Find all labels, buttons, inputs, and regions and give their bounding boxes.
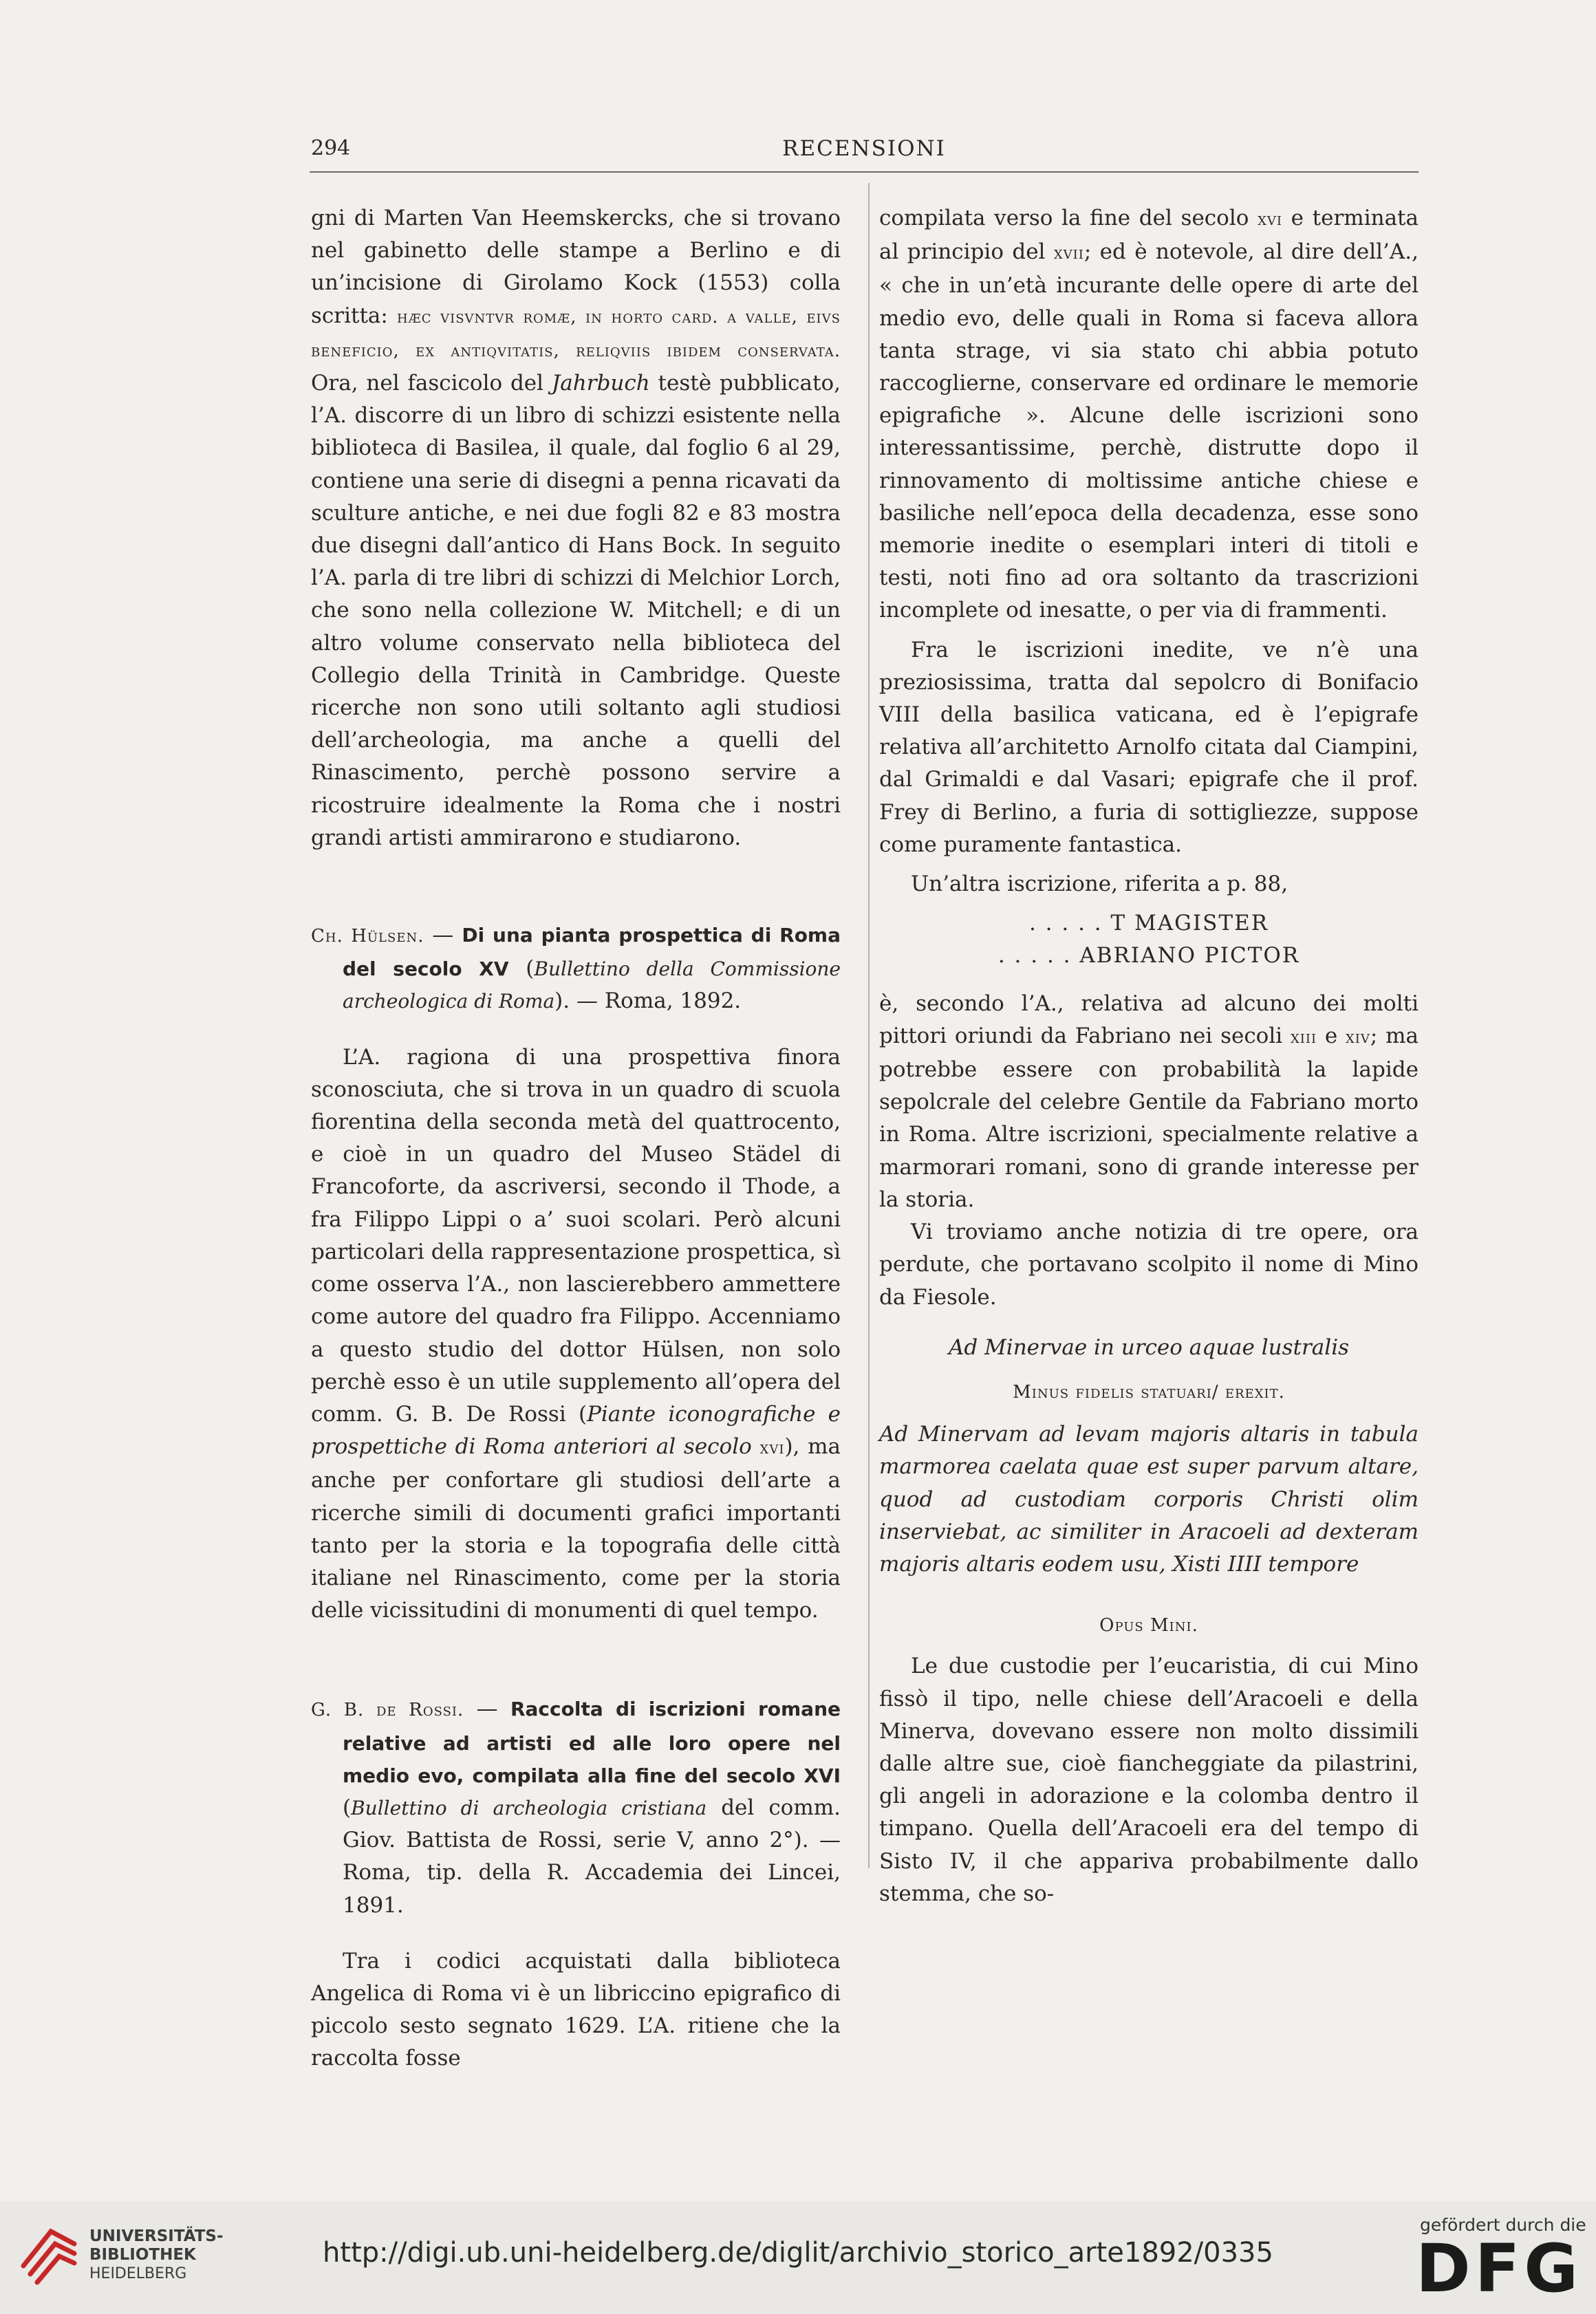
review-heading: Ch. Hülsen. — Di una pianta prospettica di Roma del secolo XV (Bullettino della Commissione archeologica di Roma). — Roma, 1892. (311, 922, 841, 1014)
latin-caps-line: Minus fidelis statuari/ erexit. (1013, 1381, 1285, 1403)
latin-paragraph: Ad Minervam ad levam majoris altaris in tabula marmorea caelata quae est super parvum altare, quod ad custodiam corporis Christi olim inserviebat, ac similiter in Aracoeli ad dexteram majoris altaris eodem usu, Xisti IIII tempore (879, 1422, 1419, 1577)
footer-bar (0, 2201, 1596, 2314)
review-journal: Bullettino di archeologia cristiana (351, 1796, 707, 1819)
paragraph: compilata verso la fine del secolo xvi e terminata al principio del xvii; ed è notevole, al dire dell’A., « che in un’età incurante delle opere di arte del medio evo, delle quali in Roma si faceva allora tanta strage, vi sia stato chi abbia potuto raccoglierne, conservare ed ordinare le memorie epigrafiche ». Alcune delle iscrizioni sono interessantissime, perchè, distrutte dopo il rinnovamento di moltissime antiche chiese e basiliche nell’epoca della decadenza, esse sono memorie inedite o esemplari interi di titoli e testi, noti fino ad ora soltanto da trascrizioni incomplete od inesatte, o per via di frammenti. (879, 206, 1419, 623)
paragraph: Un’altra iscrizione, riferita a p. 88, (911, 872, 1288, 897)
left-column (311, 202, 841, 2075)
paragraph: Le due custodie per l’eucaristia, di cui Mino fissò il tipo, nelle chiese dell’Aracoeli e della Minerva, dovevano essere non molto dissimili dalle altre sue, cioè fiancheggiate da pilastrini, gli angeli in adorazione e la colomba dentro il timpano. Quella dell’Aracoeli era del tempo di Sisto IV, il che appariva probabilmente dallo stemma, che so- (879, 1654, 1419, 1906)
right-column (879, 202, 1419, 1910)
running-title: RECENSIONI (782, 136, 946, 161)
review-title: Raccolta di iscrizioni romane relative ad artisti ed alle loro opere nel medio evo, compilata alla fine del secolo XVI (343, 1698, 841, 1787)
review-journal: Bullettino della Commissione archeologica di Roma (343, 958, 841, 1013)
dfg-logo: DFG (1416, 2230, 1583, 2307)
university-library-name: UNIVERSITÄTS- BIBLIOTHEK HEIDELBERG (89, 2227, 224, 2282)
review-author: Ch. Hülsen. (311, 926, 424, 947)
inscription-line: . . . . . ABRIANO PICTOR (998, 943, 1300, 969)
review-author: G. B. de Rossi. (311, 1700, 464, 1721)
paragraph: è, secondo l’A., relativa ad alcuno dei molti pittori oriundi da Fabriano nei secoli xiii e xiv; ma potrebbe essere con probabilità la lapide sepolcrale del celebre Gentile da Fabriano morto in Roma. Altre iscrizioni, specialmente relative a marmorari romani, sono di grande interesse per la storia. (879, 991, 1419, 1212)
paragraph: Tra i codici acquistati dalla biblioteca Angelica di Roma vi è un libriccino epigrafico di piccolo sesto segnato 1629. L’A. ritiene che la raccolta fosse (311, 1948, 841, 2071)
page-header (311, 136, 1417, 171)
latin-inscription-caps: hæc visvntvr romæ, in horto card. a valle, eivs beneficio, ex antiqvitatis, reliqviis ibidem conservata. (311, 306, 841, 361)
opus-heading: Opus Mini. (1099, 1615, 1198, 1636)
paragraph: Vi troviamo anche notizia di tre opere, ora perdute, che portavano scolpito il nome di Mino da Fiesole. (879, 1220, 1419, 1310)
permalink-url[interactable]: http://digi.ub.uni-heidelberg.de/diglit/archivio_storico_arte1892/0335 (323, 2237, 1273, 2269)
review-heading: G. B. de Rossi. — Raccolta di iscrizioni romane relative ad artisti ed alle loro opere nel medio evo, compilata alla fine del secolo XVI (Bullettino di archeologia cristiana del comm. Giov. Battista de Rossi, serie V, anno 2°). — Roma, tip. della R. Accademia dei Lincei, 1891. (311, 1696, 841, 1918)
latin-heading: Ad Minervae in urceo aquae lustralis (948, 1334, 1350, 1360)
page-number: 294 (311, 136, 351, 160)
review-title: Di una pianta prospettica di Roma del secolo XV (343, 924, 841, 981)
funder-note: gefördert durch die (1420, 2215, 1586, 2235)
paragraph: L’A. ragiona di una prospettiva finora sconosciuta, che si trova in un quadro di scuola fiorentina della seconda metà del quattrocento, e cioè in un quadro del Museo Städel di Francoforte, da ascriversi, secondo il Thode, a fra Filippo Lippi o a’ suoi scolari. Però alcuni particolari della rappresentazione prospettica, sì come osserva l’A., non lascierebbero ammettere come autore del quadro fra Filippo. Accenniamo a questo studio del dottor Hülsen, non solo perchè esso è un utile supplemento all’opera del comm. G. B. De Rossi (Piante iconografiche e prospettiche di Roma anteriori al secolo xvi), ma anche per confortare gli studiosi dell’arte a ricerche simili di documenti grafici importanti tanto per la storia e la topografia delle città italiane nel Rinascimento, come per la storia delle vicissitudini di monumenti di quel tempo. (311, 1044, 841, 1623)
column-divider (868, 183, 870, 1868)
header-rule (310, 171, 1419, 173)
paragraph: Fra le iscrizioni inedite, ve n’è una preziosissima, tratta dal sepolcro di Bonifacio VIII della basilica vaticana, ed è l’epigrafe relativa all’architetto Arnolfo citata dal Ciampini, dal Grimaldi e dal Vasari; epigrafe che il prof. Frey di Berlino, a furia di sottigliezze, suppose come puramente fantastica. (879, 637, 1419, 857)
paragraph: gni di Marten Van Heemskercks, che si trovano nel gabinetto delle stampe a Berlino e di un’incisione di Girolamo Kock (1553) colla scritta: hæc visvntvr romæ, in horto card. a valle, eivs beneficio, ex antiqvitatis, reliqviis ibidem conservata. Ora, nel fascicolo del Jahrbuch testè pubblicato, l’A. discorre di un libro di schizzi esistente nella biblioteca di Basilea, il quale, dal foglio 6 al 29, contiene una serie di disegni a penna ricavati da sculture antiche, e nei due fogli 82 e 83 mostra due disegni dall’antico di Hans Bock. In seguito l’A. parla di tre libri di schizzi di Melchior Lorch, che sono nella collezione W. Mitchell; e di un altro volume conservato nella biblioteca del Collegio della Trinità in Cambridge. Queste ricerche non sono utili soltanto agli studiosi dell’archeologia, ma anche a quelli del Rinascimento, perchè possono servire a ricostruire idealmente la Roma che i nostri grandi artisti ammirarono e studiarono. (311, 206, 841, 850)
inscription-line: . . . . . T MAGISTER (1028, 911, 1269, 936)
